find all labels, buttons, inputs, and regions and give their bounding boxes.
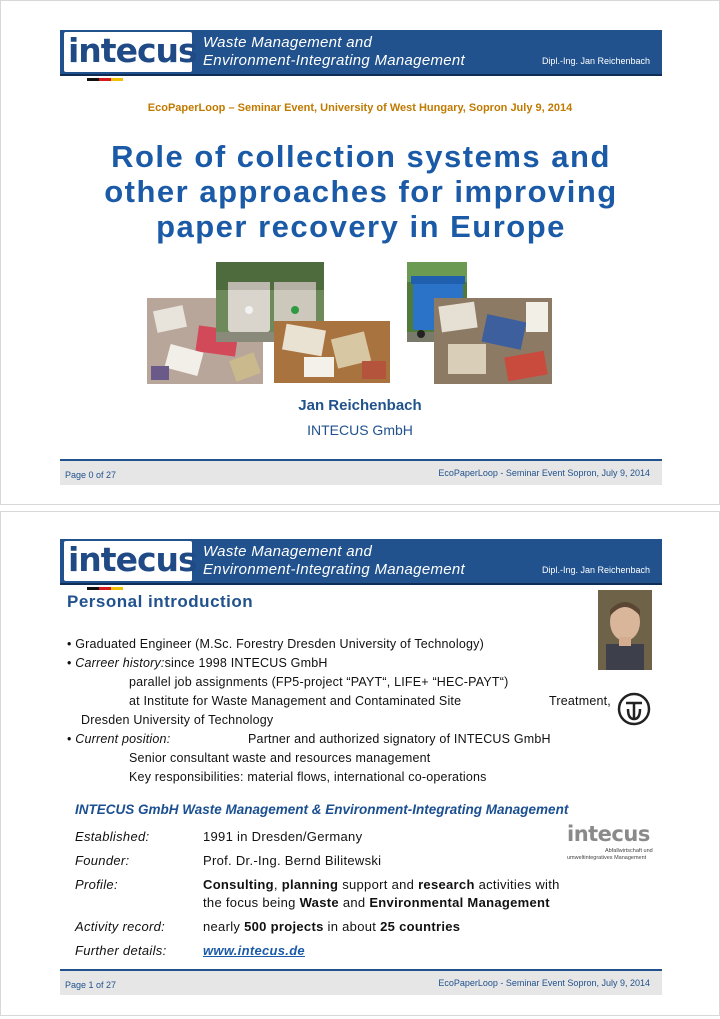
profile-and: and [338,895,370,910]
logo-text: intecus [68,540,197,579]
career-sub-3: Dresden University of Technology [81,713,274,727]
established-key: Established: [75,829,150,844]
profile-comma: , [273,877,282,892]
footer-page-number: Page 1 of 27 [65,980,117,990]
waste-paper-photo-2 [274,321,390,383]
founder-value: Prof. Dr.-Ing. Bernd Bilitewski [203,853,382,868]
footer-event: EcoPaperLoop - Seminar Event Sopron, July 9, 2014 [438,468,650,478]
intecus-logo [64,31,197,72]
profile-planning: planning [281,877,339,892]
position-text: Partner and authorized signatory of INTECUS GmbH [248,732,551,746]
career-sub-2b: Treatment, [549,694,611,708]
profile-research: research [418,877,475,892]
tu-dresden-logo-icon [617,692,651,726]
career-sub-1: parallel job assignments (FP5-project “PAYT“, LIFE+ “HEC-PAYT“) [129,675,509,689]
slide-footer [60,969,662,995]
activity-value [203,919,460,934]
profile-consulting: Consulting [203,877,274,892]
banner-author: Dipl.-Ing. Jan Reichenbach [541,56,650,66]
slide-footer [60,459,662,485]
section-title: Personal introduction [67,592,254,611]
slide-1 [0,511,720,1016]
profile-activities: activities with [474,877,560,892]
position-sub-1: Senior consultant waste and resources management [129,751,431,765]
footer-event: EcoPaperLoop - Seminar Event Sopron, July 9, 2014 [438,978,650,988]
established-value: 1991 in Dresden/Germany [203,829,363,844]
presentation-title [61,139,661,244]
banner-title-line1: Waste Management and [203,543,373,560]
footer-page-number: Page 0 of 27 [65,470,117,480]
title-line3: paper recovery in Europe [156,209,566,244]
position-label: Current position: [75,732,171,746]
bullet-career: • Carreer history:since 1998 INTECUS GmbH [67,656,328,670]
profile-focus: the focus being [203,895,300,910]
event-subtitle: EcoPaperLoop – Seminar Event, University of West Hungary, Sopron July 9, 2014 [147,102,573,114]
activity-projects: 500 projects [244,919,324,934]
title-line2: other approaches for improving [104,174,618,209]
banner-title-line2: Environment-Integrating Management [203,561,466,578]
company-heading: INTECUS GmbH Waste Management & Environment-Integrating Management [75,802,569,817]
author-organization: INTECUS GmbH [307,422,413,438]
company-logo-subtitle [567,848,657,862]
intecus-company-logo [567,824,657,864]
banner-title [203,543,465,579]
activity-in-about: in about [323,919,381,934]
career-label: Carreer history: [75,656,165,670]
position-sub-2: Key responsibilities: material flows, international co-operations [129,770,487,784]
profile-key: Profile: [75,877,118,892]
company-logo-text: intecus [567,822,650,846]
author-portrait [598,590,652,670]
profile-support: support and [338,877,419,892]
profile-line1 [203,877,560,892]
activity-countries: 25 countries [380,919,461,934]
website-link[interactable]: www.intecus.de [203,943,305,958]
career-text: since 1998 INTECUS GmbH [164,656,328,670]
banner-title [203,34,465,70]
waste-paper-photo-3 [434,298,552,384]
bullet-position: • Current position: [67,732,171,746]
logo-flag-bars [87,68,123,71]
profile-waste: Waste [299,895,339,910]
title-line1: Role of collection systems and [111,139,611,174]
slide-0 [0,0,720,505]
intecus-logo [64,540,197,581]
banner-author: Dipl.-Ing. Jan Reichenbach [541,565,650,575]
logo-flag-bars [87,577,123,580]
author-name: Jan Reichenbach [298,397,422,414]
details-key: Further details: [75,943,167,958]
company-logo-sub1: Abfallwirtschaft und [605,848,653,854]
details-value [203,943,305,958]
activity-nearly: nearly [203,919,245,934]
profile-line2 [203,895,550,910]
founder-key: Founder: [75,853,130,868]
company-logo-sub2: umweltintegratives Management [567,855,647,861]
logo-text: intecus [68,31,197,70]
career-sub-2: at Institute for Waste Management and Contaminated Site [129,694,462,708]
bullet-education: • Graduated Engineer (M.Sc. Forestry Dresden University of Technology) [67,637,484,651]
header-banner [60,30,662,76]
banner-title-line2: Environment-Integrating Management [203,52,466,69]
header-banner [60,539,662,585]
banner-title-line1: Waste Management and [203,34,373,51]
activity-key: Activity record: [75,919,166,934]
profile-env-mgmt: Environmental Management [369,895,550,910]
